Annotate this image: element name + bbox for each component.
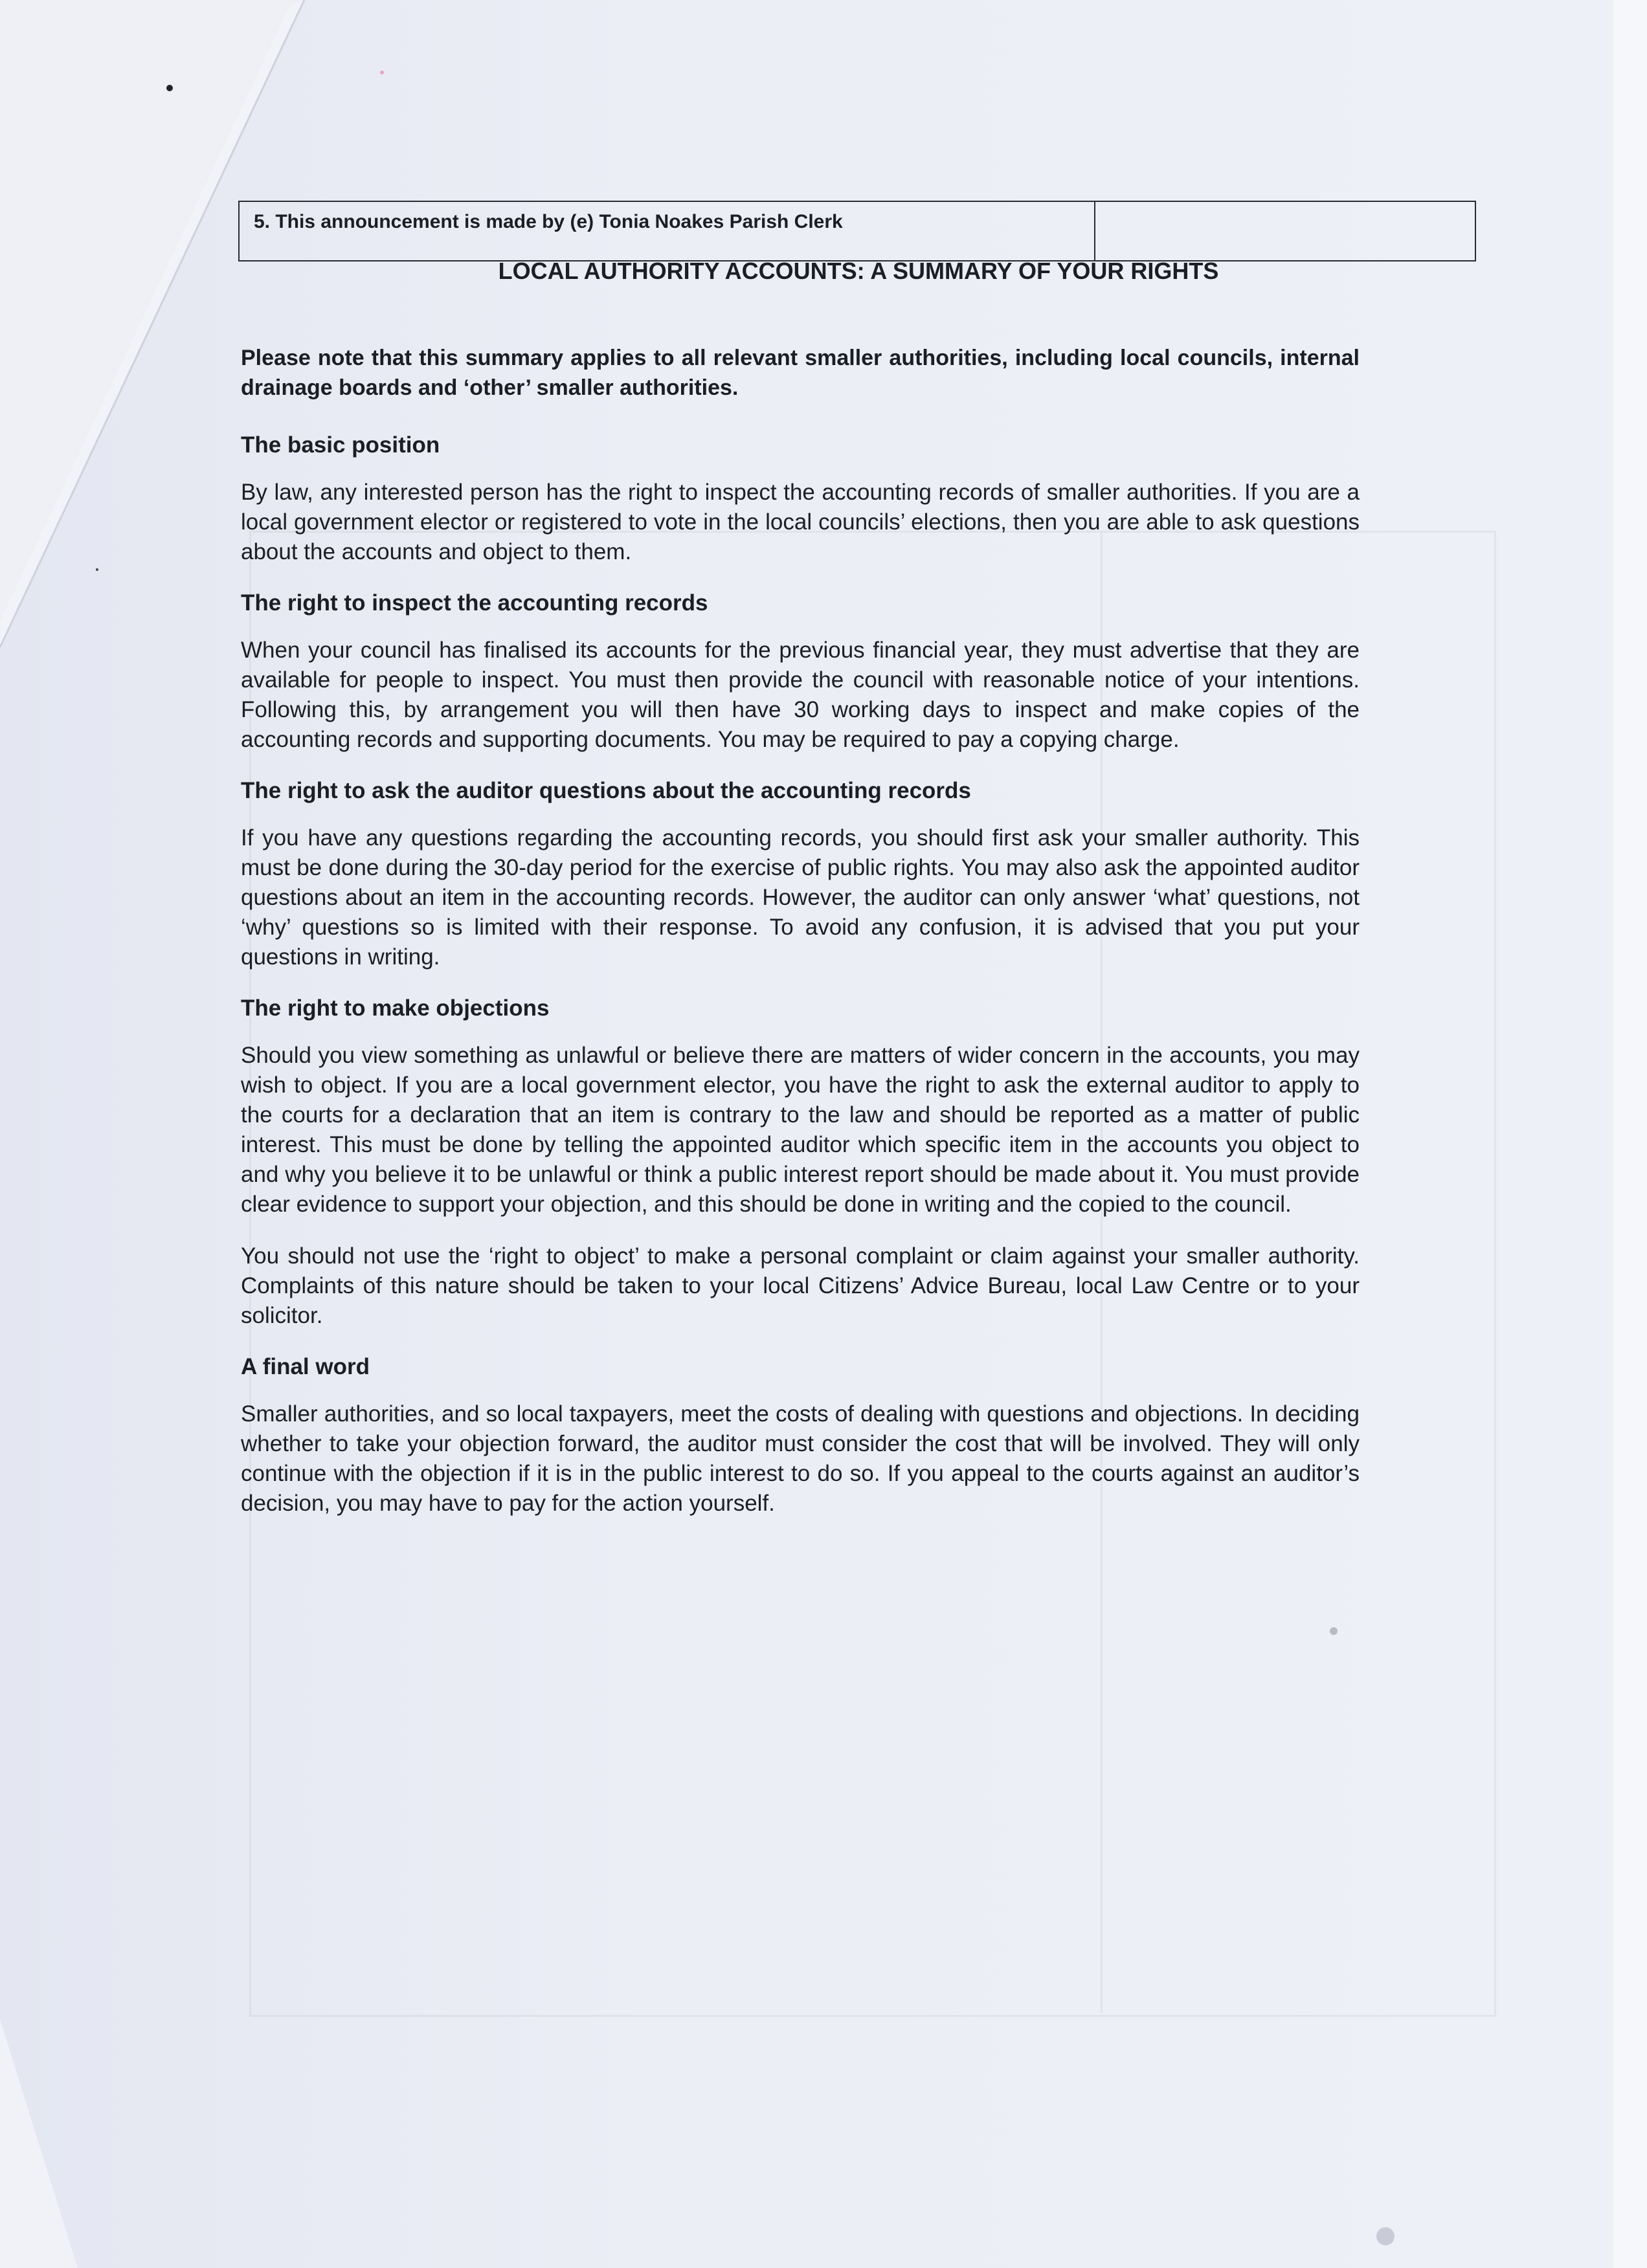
intro-note: Please note that this summary applies to all relevant smaller authorities, including local councils, internal drainage boards and ‘other’ smaller authorities.	[241, 346, 1360, 400]
announcement-box	[238, 201, 1476, 261]
section-paragraph: If you have any questions regarding the accounting records, you should first ask your smaller authority. This must be done during the 30-day period for the exercise of public rights. You may also ask the appointed auditor questions about an item in the accounting records. However, the auditor can only answer ‘what’ questions, not ‘why’ questions so is limited with their response. To avoid any confusion, it is advised that you put your questions in writing.	[241, 825, 1360, 970]
section-paragraph: Smaller authorities, and so local taxpayers, meet the costs of dealing with questions and objections. In deciding whether to take your objection forward, the auditor must consider the cost that will be involved. They will only continue with the objection if it is in the public interest to do so. If you appeal to the courts against an auditor’s decision, you may have to pay for the action yourself.	[241, 1401, 1360, 1516]
section-final-word	[241, 1353, 1360, 1518]
document-body	[241, 343, 1360, 1540]
announcement-box-divider	[1094, 202, 1095, 260]
section-right-to-inspect	[241, 589, 1360, 755]
section-paragraph: By law, any interested person has the right to inspect the accounting records of smaller authorities. If you are a local government elector or registered to vote in the local councils’ elections, then you are able to ask questions about the accounts and object to them.	[241, 480, 1360, 564]
section-heading: The right to ask the auditor questions about the accounting records	[241, 778, 971, 803]
section-heading: The right to inspect the accounting records	[241, 590, 708, 616]
section-right-to-object	[241, 994, 1360, 1331]
section-heading: The basic position	[241, 432, 440, 458]
section-heading: The right to make objections	[241, 995, 550, 1021]
section-heading: A final word	[241, 1354, 370, 1379]
announcement-text: 5. This announcement is made by (e) Tonia Noakes Parish Clerk	[254, 211, 843, 232]
section-right-to-ask-auditor	[241, 777, 1360, 972]
document-title: LOCAL AUTHORITY ACCOUNTS: A SUMMARY OF YOUR RIGHTS	[498, 258, 1219, 284]
section-paragraph: Should you view something as unlawful or believe there are matters of wider concern in the accounts, you may wish to object. If you are a local government elector, you have the right to ask the external auditor to apply to the courts for a declaration that an item is contrary to the law and should be reported as a matter of public interest. This must be done by telling the appointed auditor which specific item in the accounts you object to and why you believe it to be unlawful or think a public interest report should be made about it. You must provide clear evidence to support your objection, and this should be done in writing and the copied to the council.	[241, 1043, 1360, 1217]
section-paragraph: You should not use the ‘right to object’ to make a personal complaint or claim against your smaller authority. Complaints of this nature should be taken to your local Citizens’ Advice Bureau, local Law Centre or to your solicitor.	[241, 1243, 1360, 1328]
section-basic-position	[241, 431, 1360, 567]
section-paragraph: When your council has finalised its accounts for the previous financial year, they must advertise that they are available for people to inspect. You must then provide the council with reasonable notice of your intentions. Following this, by arrangement you will then have 30 working days to inspect and make copies of the accounting records and supporting documents. You may be required to pay a copying charge.	[241, 638, 1360, 752]
